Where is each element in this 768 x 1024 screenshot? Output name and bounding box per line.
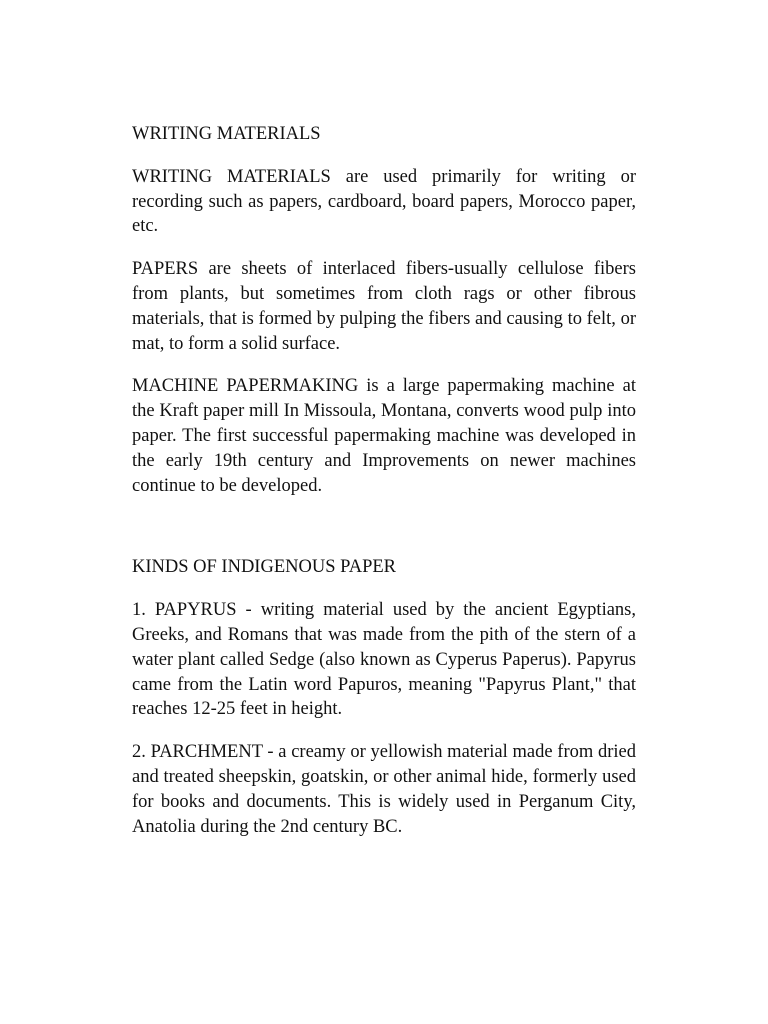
section-heading-writing-materials: WRITING MATERIALS [132,124,321,144]
paragraph-parchment: 2. PARCHMENT - a creamy or yellowish material made from dried and treated sheepskin, goatskin, or other animal hide, formerly used for books and documents. This is widely used in Perganum City, Anatolia during the 2nd century BC. [132,742,636,837]
paragraph-papers: PAPERS are sheets of interlaced fibers-usually cellulose fibers from plants, but sometimes from cloth rags or other fibrous materials, that is formed by pulping the fibers and causing to felt, or mat, to form a solid surface. [132,259,636,354]
section-heading-kinds-of-indigenous-paper: KINDS OF INDIGENOUS PAPER [132,557,397,578]
paragraph-writing-materials: WRITING MATERIALS are used primarily for writing or recording such as papers, cardboard, board papers, Morocco paper, etc. [132,166,636,237]
paragraph-papyrus: 1. PAPYRUS - writing material used by the ancient Egyptians, Greeks, and Romans that was made from the pith of the stern of a water plant called Sedge (also known as Cyperus Paperus). Papyrus came from the Latin word Papuros, meaning "Papyrus Plant," that reaches 12-25 feet in height. [132,600,636,720]
paragraph-machine-papermaking: MACHINE PAPERMAKING is a large papermaking machine at the Kraft paper mill In Missoula, Montana, converts wood pulp into paper. The first successful papermaking machine was developed in the early 19th century and Improvements on newer machines continue to be developed. [132,376,636,496]
document-body [132,122,636,839]
